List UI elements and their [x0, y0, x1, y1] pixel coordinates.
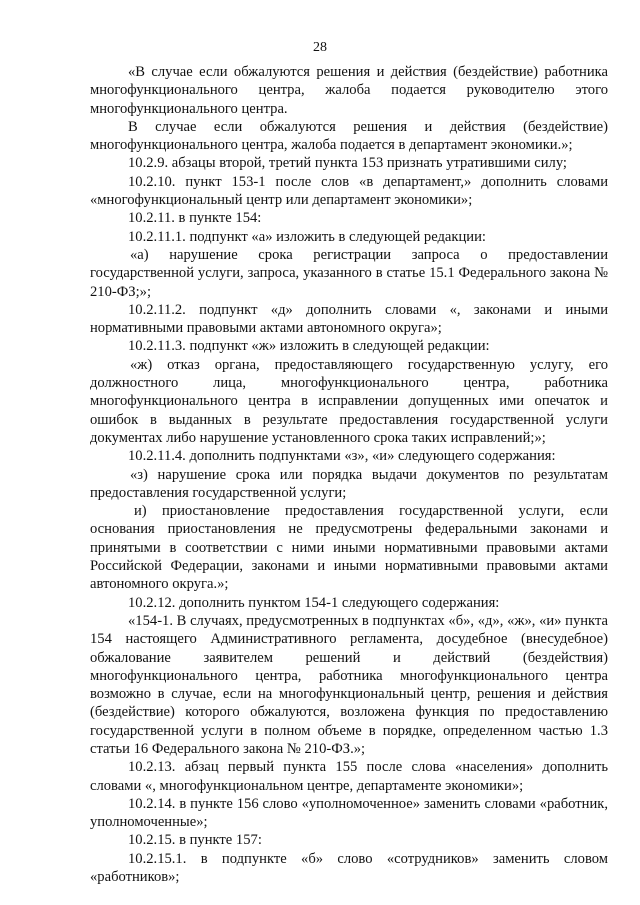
paragraph-10-2-11: 10.2.11. в пункте 154: — [128, 210, 262, 227]
paragraph-10-2-12: 10.2.12. дополнить пунктом 154-1 следующего содержания: — [128, 594, 500, 611]
paragraph-10-2-11-4: 10.2.11.4. дополнить подпунктами «з», «и» следующего содержания: — [128, 448, 556, 465]
document-body — [90, 63, 608, 886]
page-number: 28 — [313, 40, 327, 55]
paragraph-subitem-z: «з) нарушение срока или порядка выдачи документов по результатам предоставления государственной услуги; — [90, 466, 608, 501]
paragraph-10-2-13: 10.2.13. абзац первый пункта 155 после слова «населения» дополнить словами «, многофункциональном центре, департаменте экономики»; — [90, 759, 608, 794]
paragraph-subitem-zh: «ж) отказ органа, предоставляющего государственную услугу, его должностного лица, многофункционального центра, работника многофункционального центра в исправлении допущенных ими опечаток и ошибок в выданных в результате предоставления государственной услуги документах либо нарушение установленного срока таких исправлений;»; — [90, 356, 608, 446]
paragraph-154-1: «154-1. В случаях, предусмотренных в подпунктах «б», «д», «ж», «и» пункта 154 настоящего Административного регламента, досудебное (внесудебное) обжалование заявителем решений и действий (бездействия) многофункционального центра, работника многофункционального центра возможно в случае, если на многофункциональный центр, решения и действия (бездействие) которого обжалуются, возложена функция по предоставлению государственной услуги в полном объеме в порядке, определенном частью 1.3 статьи 16 Федерального закона № 210-ФЗ.»; — [90, 612, 608, 757]
paragraph-subitem-i: и) приостановление предоставления государственной услуги, если основания приостановления не предусмотрены федеральными законами и принятыми в соответствии с ними иными нормативными правовыми актами Российской Федерации, законами и иными нормативными правовыми актами автономного округа.»; — [90, 503, 608, 593]
paragraph-10-2-9: 10.2.9. абзацы второй, третий пункта 153 признать утратившими силу; — [128, 155, 567, 172]
paragraph-10-2-11-3: 10.2.11.3. подпункт «ж» изложить в следующей редакции: — [128, 338, 490, 355]
paragraph-10-2-14: 10.2.14. в пункте 156 слово «уполномоченное» заменить словами «работник, уполномоченные»; — [90, 795, 608, 831]
paragraph-complaint-employee: «В случае если обжалуются решения и действия (бездействие) работника многофункционального центра, жалоба подается руководителю этого многофункционального центра. — [90, 64, 608, 117]
paragraph-complaint-center: В случае если обжалуются решения и действия (бездействие) многофункционального центра, жалоба подается в департамент экономики.»; — [90, 118, 608, 154]
paragraph-subitem-a: «а) нарушение срока регистрации запроса о предоставлении государственной услуги, запроса, указанного в статье 15.1 Федерального закона № 210-ФЗ;»; — [90, 246, 608, 300]
paragraph-10-2-10: 10.2.10. пункт 153-1 после слов «в департамент,» дополнить словами «многофункциональный центр или департамент экономики»; — [90, 173, 608, 209]
paragraph-10-2-11-2: 10.2.11.2. подпункт «д» дополнить словами «, законами и иными нормативными правовыми актами автономного округа»; — [90, 301, 608, 337]
paragraph-10-2-15-1: 10.2.15.1. в подпункте «б» слово «сотрудников» заменить словом «работников»; — [90, 850, 608, 886]
paragraph-10-2-11-1: 10.2.11.1. подпункт «а» изложить в следующей редакции: — [128, 228, 486, 245]
paragraph-10-2-15: 10.2.15. в пункте 157: — [128, 832, 262, 849]
